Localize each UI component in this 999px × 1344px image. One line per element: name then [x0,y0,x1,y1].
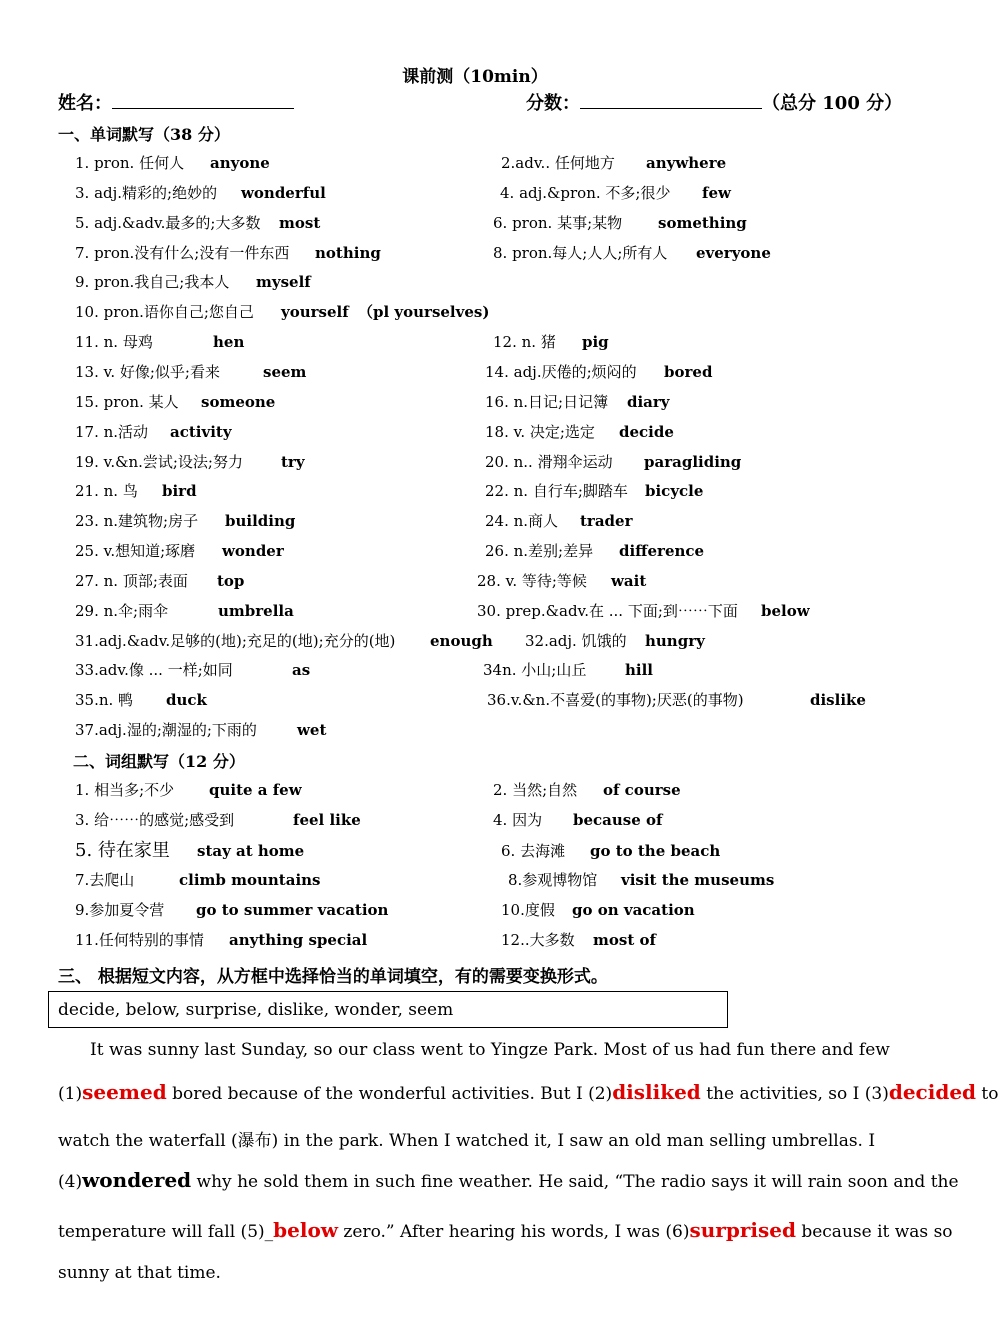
phrase-left-question: 11.任何特别的事情 [75,931,204,949]
passage-line-5 [58,1218,953,1242]
vocab-left-item [75,361,307,383]
passage-text: the activities, so I (3) [700,1084,889,1104]
phrase-right-question: 2. 当然;自然 [493,781,578,799]
vocab-right-answer: hungry [645,632,705,650]
vocab-right-answer: diary [627,393,670,411]
vocab-right-question: 6. pron. 某事;某物 [493,214,623,232]
vocab-left-question: 37.adj.湿的;潮湿的;下雨的 [75,721,257,739]
passage-line-2 [58,1080,999,1104]
vocab-left-item [75,182,326,204]
vocab-left-answer: wet [297,721,327,739]
vocab-right-item [477,600,810,622]
name-blank[interactable] [112,92,294,109]
vocab-left-answer: activity [170,423,232,441]
phrase-right-answer: visit the museums [621,871,775,889]
phrase-right-question: 6. 去海滩 [501,842,566,860]
name-field-group [58,89,294,115]
vocab-left-answer: bird [162,482,197,500]
vocab-right-answer: below [761,602,810,620]
phrase-left-answer: go to summer vacation [196,901,389,919]
vocab-left-question: 21. n. 鸟 [75,482,138,500]
vocab-left-question: 19. v.&n.尝试;设法;努力 [75,453,243,471]
phrase-left-item [75,929,368,951]
vocab-right-question: 8. pron.每人;人人;所有人 [493,244,668,262]
vocab-left-answer: someone [201,393,276,411]
vocab-right-question: 24. n.商人 [485,512,559,530]
vocab-right-question: 20. n.. 滑翔伞运动 [485,453,613,471]
vocab-left-item [75,630,493,652]
vocab-right-question: 16. n.日记;日记簿 [485,393,609,411]
vocab-right-answer: few [702,184,731,202]
vocab-left-question: 5. adj.&adv.最多的;大多数 [75,214,261,232]
vocab-left-question: 1. pron. 任何人 [75,154,185,172]
phrase-right-item [501,899,695,921]
vocab-left-question: 27. n. 顶部;表面 [75,572,188,590]
vocab-right-item [483,659,654,681]
vocab-right-item [485,421,674,443]
vocab-left-item [75,600,294,622]
vocab-left-answer: hen [213,333,245,351]
vocab-left-item [75,271,311,293]
phrase-left-item [75,809,361,831]
answer-2: disliked [612,1080,701,1104]
section3-title: 三、 根据短文内容，从方框中选择恰当的单词填空，有的需要变换形式。 [58,967,608,987]
phrase-left-item [75,840,305,862]
vocab-right-question: 34n. 小山;山丘 [483,661,587,679]
word-box: decide, below, surprise, dislike, wonder, seem [48,991,728,1028]
vocab-right-answer: paragliding [644,453,742,471]
vocab-right-item [477,570,647,592]
phrase-right-answer: go to the beach [590,842,721,860]
page-title: 课前测（10min） [402,67,548,87]
vocab-left-answer: umbrella [218,602,294,620]
vocab-right-question: 22. n. 自行车;脚踏车 [485,482,628,500]
phrase-right-item [508,869,775,891]
vocab-left-answer: seem [263,363,307,381]
vocab-right-item [485,451,742,473]
blank-number: (1) [58,1084,83,1104]
vocab-left-question: 33.adv.像 ... 一样;如同 [75,661,233,679]
vocab-left-question: 17. n.活动 [75,423,149,441]
vocab-left-question: 35.n. 鸭 [75,691,134,709]
vocab-right-answer: decide [619,423,674,441]
vocab-left-answer: wonderful [241,184,326,202]
phrase-right-item [493,809,663,831]
answer-3: decided [888,1080,977,1104]
blank-number: (4) [58,1172,83,1192]
section1-title: 一、单词默写（38 分） [58,125,230,144]
vocab-right-question: 12. n. 猪 [493,333,556,351]
passage-line-4 [58,1168,959,1192]
answer-1: seemed [82,1080,167,1104]
vocab-right-question: 4. adj.&pron. 不多;很少 [500,184,671,202]
vocab-left-item [75,570,245,592]
vocab-right-item [487,689,866,711]
vocab-right-answer: dislike [810,691,866,709]
vocab-left-item [75,242,381,264]
vocab-left-extra: （pl yourselves) [358,303,490,321]
passage-text: to [976,1084,999,1104]
phrase-right-question: 4. 因为 [493,811,543,829]
answer-4: wondered [82,1168,192,1192]
phrase-right-answer: most of [593,931,656,949]
passage-text: bored because of the wonderful activities. But I (2) [166,1084,613,1104]
vocab-left-answer: yourself [281,303,349,321]
vocab-right-item [485,361,713,383]
vocab-right-answer: anywhere [646,154,727,172]
phrase-right-item [493,779,681,801]
passage-line-1: It was sunny last Sunday, so our class went to Yingze Park. Most of us had fun there and few [90,1040,890,1060]
phrase-right-question: 8.参观博物馆 [508,871,598,889]
vocab-left-question: 10. pron.语你自己;您自己 [75,303,254,321]
passage-text: zero.” After hearing his words, I was (6) [338,1222,690,1242]
vocab-left-answer: myself [256,273,311,291]
vocab-left-answer: most [279,214,321,232]
score-blank[interactable] [580,92,762,109]
phrase-left-question: 1. 相当多;不少 [75,781,175,799]
vocab-left-question: 23. n.建筑物;房子 [75,512,199,530]
vocab-left-question: 11. n. 母鸡 [75,333,153,351]
vocab-left-answer: try [281,453,305,471]
phrase-left-question: 9.参加夏令营 [75,901,165,919]
vocab-right-question: 14. adj.厌倦的;烦闷的 [485,363,637,381]
vocab-right-question: 26. n.差别;差异 [485,542,594,560]
vocab-left-item [75,421,232,443]
section2-title: 二、词组默写（12 分） [73,752,245,771]
vocab-right-question: 18. v. 决定;选定 [485,423,595,441]
vocab-right-item [500,182,731,204]
vocab-left-item [75,510,296,532]
vocab-left-question: 13. v. 好像;似乎;看来 [75,363,220,381]
vocab-left-answer: top [217,572,245,590]
vocab-right-answer: everyone [696,244,771,262]
phrase-left-answer: climb mountains [179,871,321,889]
vocab-right-item [493,331,609,353]
phrase-right-question: 10.度假 [501,901,555,919]
vocab-left-item [75,689,207,711]
phrase-left-answer: anything special [229,931,368,949]
vocab-left-item [75,659,311,681]
vocab-left-answer: duck [166,691,207,709]
phrase-left-answer: quite a few [209,781,302,799]
vocab-right-question: 32.adj. 饥饿的 [525,632,627,650]
vocab-right-item [525,630,705,652]
vocab-right-item [493,242,771,264]
vocab-left-question: 3. adj.精彩的;绝妙的 [75,184,218,202]
vocab-left-item [75,540,284,562]
vocab-left-question: 15. pron. 某人 [75,393,179,411]
vocab-right-answer: bicycle [645,482,704,500]
phrase-left-question: 5. 待在家里 [75,840,170,861]
phrase-left-item [75,899,389,921]
vocab-left-question: 31.adj.&adv.足够的(地);充足的(地);充分的(地) [75,632,396,650]
name-label: 姓名： [58,93,112,114]
vocab-right-question: 36.v.&n.不喜爱(的事物);厌恶(的事物) [487,691,744,709]
score-label: 分数： [526,93,580,114]
vocab-left-item [75,152,270,174]
vocab-left-item [75,719,327,741]
vocab-left-answer: wonder [222,542,284,560]
phrase-right-answer: because of [573,811,663,829]
vocab-left-item [75,212,321,234]
vocab-right-item [501,152,727,174]
vocab-left-answer: anyone [210,154,270,172]
passage-text: because it was so [795,1222,953,1242]
phrase-right-item [501,840,721,862]
phrase-left-answer: stay at home [197,842,305,860]
vocab-left-question: 25. v.想知道;琢磨 [75,542,196,560]
vocab-right-question: 28. v. 等待;等候 [477,572,587,590]
vocab-left-question: 9. pron.我自己;我本人 [75,273,230,291]
answer-5: below [273,1218,339,1242]
phrase-right-answer: of course [603,781,681,799]
phrase-right-item [501,929,656,951]
vocab-left-item [75,301,490,323]
vocab-left-item [75,480,197,502]
phrase-left-answer: feel like [293,811,361,829]
vocab-left-item [75,451,305,473]
vocab-right-answer: something [658,214,747,232]
vocab-left-answer: enough [430,632,493,650]
vocab-right-item [485,540,705,562]
vocab-left-answer: building [225,512,296,530]
vocab-right-question: 2.adv.. 任何地方 [501,154,615,172]
vocab-right-answer: difference [619,542,705,560]
vocab-right-item [493,212,747,234]
passage-line-3: watch the waterfall (瀑布) in the park. When I watched it, I saw an old man selling umbrellas. I [58,1131,876,1151]
vocab-right-question: 30. prep.&adv.在 ... 下面;到⋯⋯下面 [477,602,738,620]
vocab-left-item [75,331,245,353]
phrase-right-answer: go on vacation [572,901,695,919]
vocab-left-question: 29. n.伞;雨伞 [75,602,169,620]
vocab-right-item [485,510,633,532]
score-field-group [526,89,902,115]
vocab-left-item [75,391,276,413]
vocab-right-answer: bored [664,363,713,381]
vocab-right-answer: pig [582,333,609,351]
passage-line-6: sunny at that time. [58,1263,221,1283]
vocab-left-question: 7. pron.没有什么;没有一件东西 [75,244,290,262]
vocab-right-answer: hill [625,661,654,679]
answer-6: surprised [689,1218,796,1242]
total-score: （总分 100 分） [762,93,903,114]
vocab-right-answer: trader [580,512,633,530]
phrase-right-question: 12..大多数 [501,931,575,949]
vocab-right-item [485,391,670,413]
vocab-left-answer: nothing [315,244,381,262]
vocab-left-answer: as [292,661,311,679]
vocab-right-item [485,480,704,502]
phrase-left-question: 3. 给⋯⋯的感觉;感受到 [75,811,235,829]
passage-text: why he sold them in such fine weather. He said, “The radio says it will rain soon and the [191,1172,959,1192]
phrase-left-item [75,869,321,891]
passage-text: temperature will fall (5)_ [58,1222,274,1242]
phrase-left-question: 7.去爬山 [75,871,135,889]
phrase-left-item [75,779,302,801]
vocab-right-answer: wait [611,572,647,590]
